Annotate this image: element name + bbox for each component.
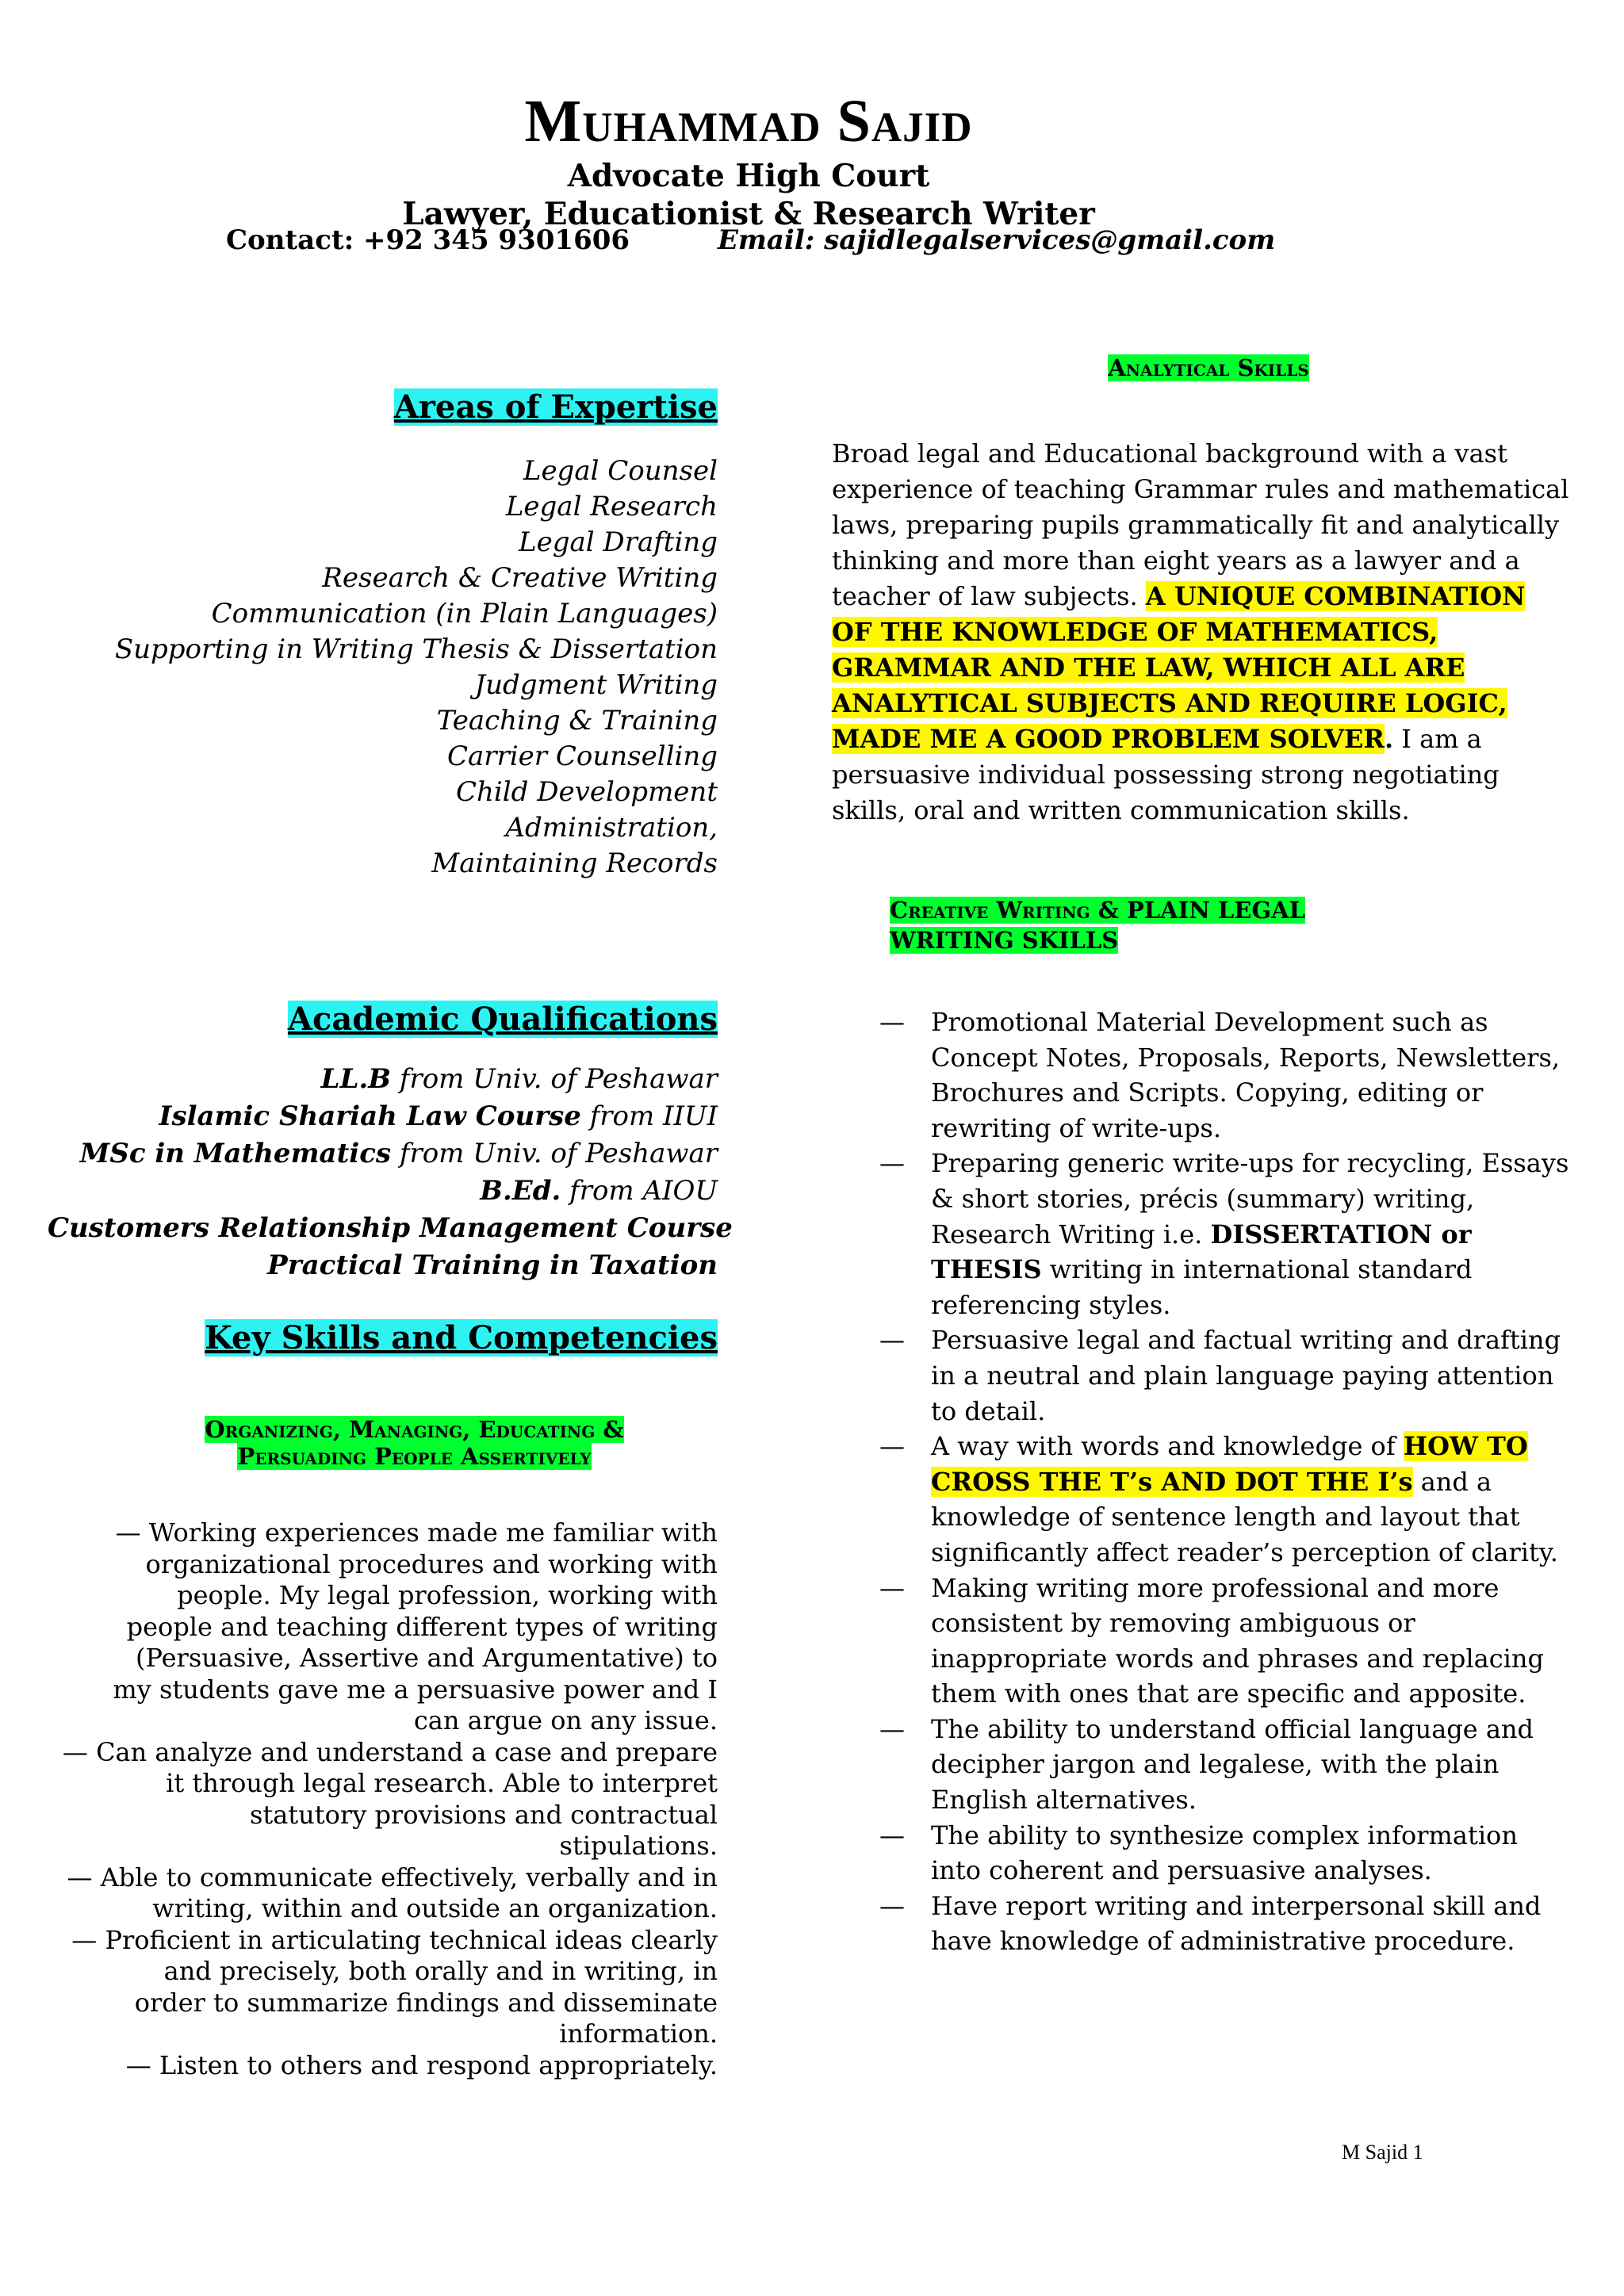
list-item: Practical Training in Taxation bbox=[267, 1249, 718, 1281]
list-item bbox=[48, 1925, 718, 2050]
list-item: B.Ed. from AIOU bbox=[480, 1175, 718, 1207]
page-footer: M Sajid 1 bbox=[1342, 2141, 1423, 2164]
bullet-line: organizational procedures and working with bbox=[145, 1548, 718, 1579]
list-item bbox=[48, 1737, 718, 1862]
contact-phone: Contact: +92 345 9301606 bbox=[226, 224, 630, 256]
list-item: — The ability to synthesize complex information into coherent and persuasive analyses. bbox=[879, 1820, 1518, 1886]
resume-header bbox=[0, 86, 1624, 233]
bullet-line: order to summarize findings and disseminate bbox=[134, 1987, 718, 2018]
right-column bbox=[832, 354, 1569, 1959]
list-item: — Preparing generic write-ups for recycling, Essays & short stories, précis (summary) writing, Research Writing i.e. DISSERTATION or THESIS writing in international standard referencing styles. bbox=[879, 1148, 1569, 1320]
list-item: Legal Research bbox=[505, 491, 718, 522]
title-advocate: Advocate High Court bbox=[567, 158, 930, 194]
list-item: Supporting in Writing Thesis & Dissertation bbox=[114, 633, 718, 665]
list-item bbox=[48, 1862, 718, 1925]
list-item: LL.B from Univ. of Peshawar bbox=[320, 1063, 718, 1095]
bullet-line: people and teaching different types of writing bbox=[126, 1611, 718, 1642]
bullet-line: — Listen to others and respond appropriately. bbox=[125, 2049, 718, 2080]
list-item: Maintaining Records bbox=[431, 848, 718, 879]
list-item: Communication (in Plain Languages) bbox=[211, 598, 718, 629]
creative-bullets bbox=[832, 1004, 1569, 1959]
list-item: Judgment Writing bbox=[474, 669, 718, 701]
list-item: Legal Counsel bbox=[523, 455, 718, 487]
list-item: Islamic Shariah Law Course from IIUI bbox=[159, 1100, 718, 1132]
list-item: Teaching & Training bbox=[436, 705, 718, 737]
expertise-list bbox=[48, 453, 718, 882]
bullet-line: (Persuasive, Assertive and Argumentative) to bbox=[136, 1643, 718, 1673]
list-item: — Making writing more professional and more consistent by removing ambiguous or inappropriate words and phrases and replacing them with ones that are specific and apposite. bbox=[879, 1572, 1544, 1709]
bullet-line: it through legal research. Able to interpret bbox=[166, 1768, 718, 1798]
list-item bbox=[48, 2050, 718, 2082]
contact-email: Email: sajidlegalservices@gmail.com bbox=[718, 224, 1276, 256]
list-item: Carrier Counselling bbox=[447, 740, 718, 772]
list-item: Research & Creative Writing bbox=[322, 562, 718, 594]
list-item: — Have report writing and interpersonal skill and have knowledge of administrative procedure. bbox=[879, 1890, 1542, 1957]
bullet-line: writing, within and outside an organization. bbox=[152, 1893, 718, 1923]
analytical-skills-heading: Analytical Skills bbox=[1108, 354, 1309, 381]
bullet-line: people. My legal profession, working with bbox=[177, 1580, 718, 1610]
title-profession: Lawyer, Educationist & Research Writer bbox=[402, 196, 1095, 232]
bullet-line: and precisely, both orally and in writing, in bbox=[163, 1956, 718, 1986]
list-item bbox=[48, 1517, 718, 1737]
qualifications-list bbox=[48, 1061, 733, 1284]
list-item: MSc in Mathematics from Univ. of Peshawar bbox=[79, 1138, 718, 1169]
bullet-line: information. bbox=[559, 2019, 718, 2049]
areas-of-expertise-heading: Areas of Expertise bbox=[393, 388, 718, 426]
key-skills-heading: Key Skills and Competencies bbox=[205, 1319, 718, 1357]
left-column bbox=[48, 387, 733, 2081]
bullet-line: can argue on any issue. bbox=[413, 1705, 718, 1735]
list-item: — Promotional Material Development such as Concept Notes, Proposals, Reports, Newsletters, Brochures and Scripts. Copying, editing or rewriting of write-ups. bbox=[879, 1007, 1561, 1143]
list-item: Administration, bbox=[505, 812, 718, 844]
candidate-name: Muhammad Sajid bbox=[524, 88, 973, 155]
organizing-skills-heading: Organizing, Managing, Educating & Persuading People Assertively bbox=[205, 1416, 624, 1470]
bullet-line: stipulations. bbox=[559, 1831, 718, 1861]
creative-writing-heading: Creative Writing & PLAIN LEGAL WRITING SKILLS bbox=[890, 897, 1306, 954]
bullet-line: — Able to communicate effectively, verbally and in bbox=[67, 1862, 718, 1892]
bullet-line: statutory provisions and contractual bbox=[249, 1799, 718, 1830]
bullet-line: — Can analyze and understand a case and prepare bbox=[62, 1736, 718, 1767]
organizing-bullets bbox=[48, 1517, 718, 2081]
list-item: Child Development bbox=[456, 776, 718, 808]
list-item: — The ability to understand official language and decipher jargon and legalese, with the plain English alternatives. bbox=[879, 1713, 1534, 1816]
list-item: — Persuasive legal and factual writing and drafting in a neutral and plain language paying attention to detail. bbox=[879, 1325, 1561, 1426]
list-item: — A way with words and knowledge of HOW TO CROSS THE T’s AND DOT THE I’s and a knowledge of sentence length and layout that significantly affect reader’s perception of clarity. bbox=[879, 1431, 1558, 1567]
bullet-line: — Proficient in articulating technical ideas clearly bbox=[71, 1924, 718, 1955]
academic-qualifications-heading: Academic Qualifications bbox=[287, 1001, 718, 1038]
bullet-line: — Working experiences made me familiar with bbox=[115, 1517, 718, 1548]
bullet-line: my students gave me a persuasive power and I bbox=[113, 1674, 718, 1705]
list-item: Customers Relationship Management Course bbox=[48, 1212, 733, 1244]
list-item: Legal Drafting bbox=[519, 526, 718, 558]
analytical-paragraph: Broad legal and Educational background with a vast experience of teaching Grammar rules and mathematical laws, preparing pupils grammatically fit and analytically thinking and more than eight years as a lawyer and a teacher of law subjects. A UNIQUE COMBINATION OF THE KNOWLEDGE OF MATHEMATICS, GRAMMAR AND THE LAW, WHICH ALL ARE ANALYTICAL SUBJECTS AND REQUIRE LOGIC, MADE ME A GOOD PROBLEM SOLVER. I am a persuasive individual possessing strong negotiating skills, oral and written communication skills. bbox=[832, 438, 1569, 825]
